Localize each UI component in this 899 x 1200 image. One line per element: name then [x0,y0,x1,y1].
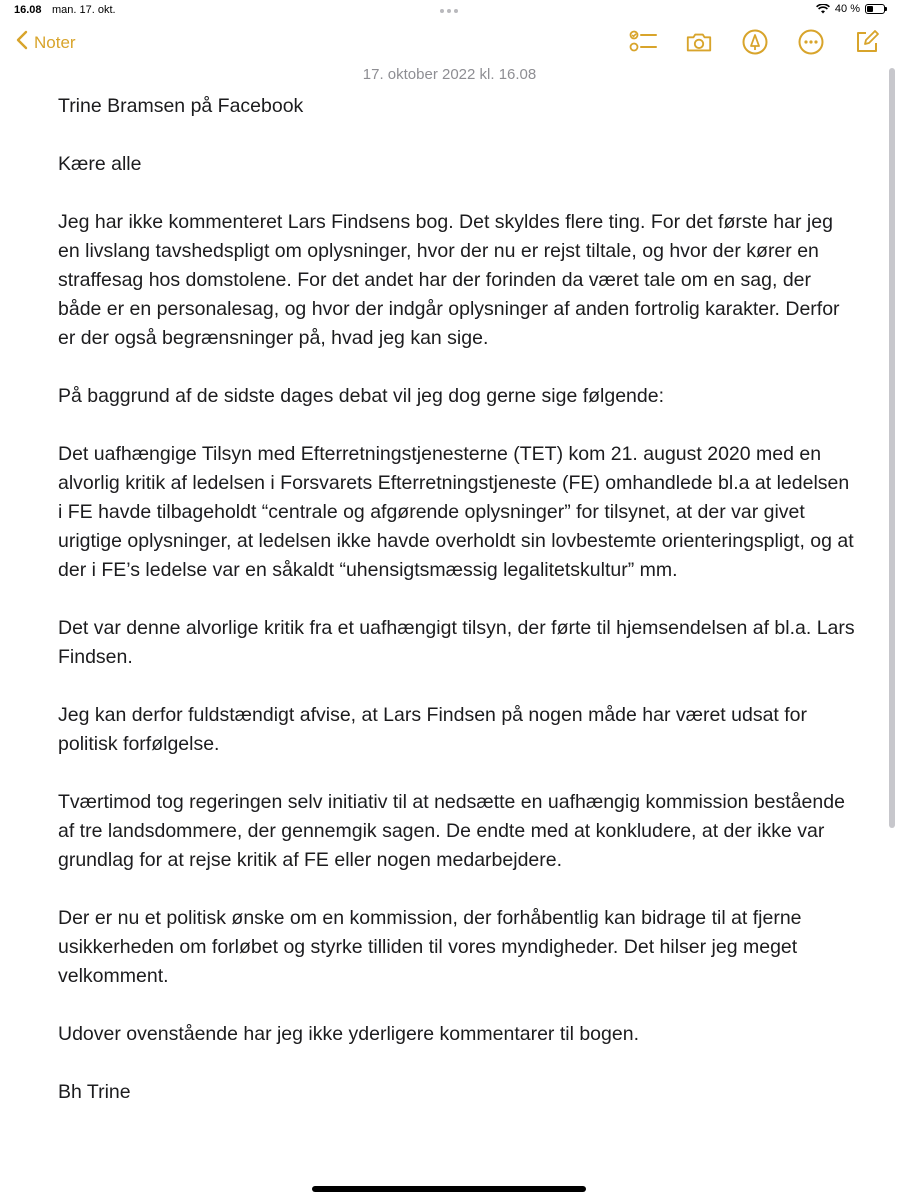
chevron-left-icon [16,30,34,55]
markup-pen-icon[interactable] [741,28,769,56]
note-paragraph: Udover ovenstående har jeg ikke yderligere kommentarer til bogen. [58,1023,639,1045]
status-time: 16.08 [14,4,42,16]
status-date: man. 17. okt. [52,4,116,16]
more-options-icon[interactable] [797,28,825,56]
status-right [816,3,885,15]
note-paragraph: Tværtimod tog regeringen selv initiativ til at nedsætte en uafhængig kommission bestående af tre landsdommere, der gennemgik sagen. De endte med at konkludere, at der ikke var grundlag for at rejse kritik af FE eller nogen medarbejdere. [58,791,845,871]
note-paragraph: Jeg kan derfor fuldstændigt afvise, at Lars Findsen på nogen måde har været udsat for politisk forfølgelse. [58,704,808,755]
back-label: Noter [34,32,76,52]
note-body[interactable] [58,92,858,1136]
back-to-notes-button[interactable] [16,30,76,55]
note-paragraph: Der er nu et politisk ønske om en kommission, der forhåbentlig kan bidrage til at fjerne usikkerheden om forløbet og styrke tilliden til vores myndigheder. Det hilser jeg meget velkomment. [58,907,802,987]
note-paragraph: Trine Bramsen på Facebook [58,95,304,117]
battery-icon [865,4,885,14]
checklist-icon[interactable] [629,28,657,56]
notes-toolbar [0,22,899,66]
note-paragraph: Bh Trine [58,1081,131,1103]
battery-percentage: 40 % [834,3,860,15]
wifi-icon [816,4,830,14]
multitasking-dots-icon[interactable] [440,9,458,13]
note-paragraph: Det uafhængige Tilsyn med Efterretningstjenesterne (TET) kom 21. august 2020 med en alvorlig kritik af ledelsen i Forsvarets Efterretningstjeneste (FE) omhandlede bl.a at ledelsen i FE havde tilbageholdt “centrale og afgørende oplysninger” for tilsynet, at der var givet urigtige oplysninger, at ledelsen ikke havde overholdt sin lovbestemte orienteringspligt, og at der i FE’s ledelse var en såkaldt “uhensigtsmæssig legalitetskultur” mm. [58,443,854,581]
camera-icon[interactable] [685,28,713,56]
status-bar [0,0,899,22]
note-date: 17. oktober 2022 kl. 16.08 [362,66,537,83]
home-indicator[interactable] [312,1186,586,1192]
note-paragraph: På baggrund af de sidste dages debat vil jeg dog gerne sige følgende: [58,385,665,407]
note-paragraph: Kære alle [58,153,142,175]
compose-icon[interactable] [853,28,881,56]
toolbar-actions [629,28,881,56]
scrollbar[interactable] [889,68,895,828]
note-paragraph: Det var denne alvorlige kritik fra et uafhængigt tilsyn, der førte til hjemsendelsen af bl.a. Lars Findsen. [58,617,855,668]
note-paragraph: Jeg har ikke kommenteret Lars Findsens bog. Det skyldes flere ting. For det første har jeg en livslang tavshedspligt om oplysninger, hvor der nu er rejst tiltale, og hvor der kører en straffesag hos domstolene. For det andet har der forinden da været tale om en sag, der både er en personalesag, og hvor der indgår oplysninger af anden fortrolig karakter. Derfor er der også begrænsninger på, hvad jeg kan sige. [58,211,840,349]
